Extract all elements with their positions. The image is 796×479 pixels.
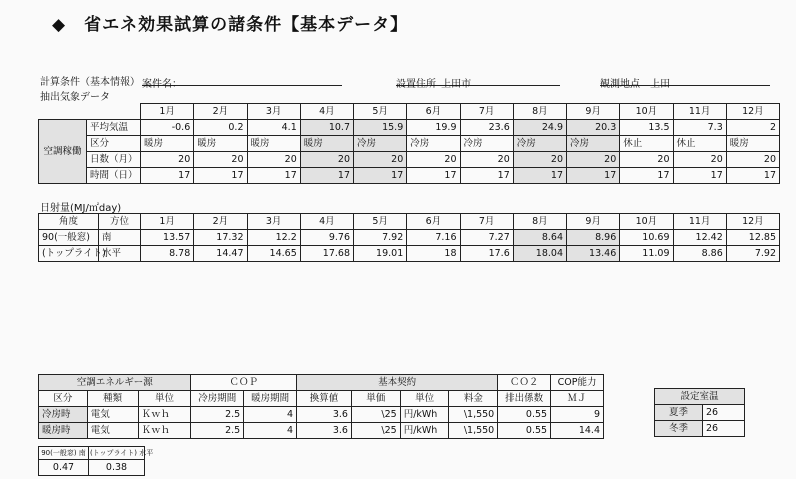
cell: 0.2 [194, 120, 247, 136]
month-header: 9月 [567, 104, 620, 120]
cooling-period-header: 冷房期間 [191, 391, 244, 407]
angle-header: 角度 [39, 214, 99, 230]
cell: 18 [407, 246, 460, 262]
row-label: 区分 [87, 136, 141, 152]
table-row [39, 136, 780, 152]
cell: 14.47 [194, 246, 247, 262]
row-label: 平均気温 [87, 120, 141, 136]
general-window-value: 0.47 [39, 460, 89, 476]
cell: 20 [673, 152, 726, 168]
cell: 10.7 [300, 120, 353, 136]
cell: 暖房 [194, 136, 247, 152]
month-header: 4月 [300, 104, 353, 120]
emission-header: 排出係数 [498, 391, 551, 407]
cell: 20 [460, 152, 513, 168]
cell: 休止 [673, 136, 726, 152]
cell: 2 [726, 120, 779, 136]
cell: 20.3 [567, 120, 620, 136]
cell: 4.1 [247, 120, 300, 136]
table-row [39, 168, 780, 184]
month-header: 8月 [513, 104, 566, 120]
cell: 15.9 [354, 120, 407, 136]
month-header: 5月 [354, 104, 407, 120]
cell: 12.85 [726, 230, 779, 246]
room-temp-table [654, 388, 745, 437]
cell: 暖房 [300, 136, 353, 152]
kind-header: 種類 [87, 391, 138, 407]
month-header: 1月 [141, 214, 194, 230]
cell: 暖房 [726, 136, 779, 152]
cell: 13.46 [567, 246, 620, 262]
cell: 23.6 [460, 120, 513, 136]
cell: 8.78 [141, 246, 194, 262]
cell: 20 [300, 152, 353, 168]
cell: 8.96 [567, 230, 620, 246]
month-header: 11月 [673, 104, 726, 120]
station-field: 観測地点 上田 [600, 72, 770, 86]
cell: 8.64 [513, 230, 566, 246]
table-row: 暖房時 電気 Ｋｗｈ 2.5 4 3.6 \25 円/kWh \1,550 0.55 14.4 [39, 423, 604, 439]
cell: 10.69 [620, 230, 673, 246]
case-name-field: 案件名： [142, 72, 342, 86]
month-header: 3月 [247, 104, 300, 120]
month-header: 10月 [620, 214, 673, 230]
cell: 20 [513, 152, 566, 168]
cell: 17 [247, 168, 300, 184]
cell: 17 [620, 168, 673, 184]
month-header: 3月 [247, 214, 300, 230]
row-label: 時間（日） [87, 168, 141, 184]
calc-conditions-label: 計算条件（基本情報） [40, 77, 140, 88]
cell: 13.57 [141, 230, 194, 246]
month-header: 2月 [194, 104, 247, 120]
angle-label: (トップライト) [39, 246, 99, 262]
table-row [39, 230, 780, 246]
cell: 7.92 [354, 230, 407, 246]
operation-group-label: 空調稼働 [39, 120, 87, 184]
direction-label: 水平 [99, 246, 141, 262]
angle-label: 90(一般窓) [39, 230, 99, 246]
mj-header: ＭＪ [551, 391, 604, 407]
cell: 17 [460, 168, 513, 184]
table-row: 冷房時 電気 Ｋｗｈ 2.5 4 3.6 \25 円/kWh \1,550 0.55 9 [39, 407, 604, 423]
cell: 冷房 [354, 136, 407, 152]
page-title: ◆ 省エネ効果試算の諸条件【基本データ】 [52, 15, 409, 35]
cell: 7.16 [407, 230, 460, 246]
month-header: 8月 [513, 214, 566, 230]
conversion-header: 換算値 [297, 391, 352, 407]
table-row: 冬季 26 [655, 421, 745, 437]
cell: 17 [141, 168, 194, 184]
fee-header: 料金 [449, 391, 498, 407]
direction-header: 方位 [99, 214, 141, 230]
cell: 20 [567, 152, 620, 168]
cell: 冷房 [460, 136, 513, 152]
cell: 20 [141, 152, 194, 168]
cell: -0.6 [141, 120, 194, 136]
row-label: 日数（月） [87, 152, 141, 168]
month-header: 7月 [460, 214, 513, 230]
cell: 11.09 [620, 246, 673, 262]
solar-section-label: 日射量(MJ/㎡day) [40, 203, 122, 214]
month-header: 9月 [567, 214, 620, 230]
cell: 20 [620, 152, 673, 168]
price-header: 単価 [351, 391, 400, 407]
cell: 暖房 [141, 136, 194, 152]
month-header: 1月 [141, 104, 194, 120]
cell: 13.5 [620, 120, 673, 136]
kubun-header: 区分 [39, 391, 88, 407]
cell: 暖房 [247, 136, 300, 152]
cop-capacity-header: COP能力 [551, 375, 604, 391]
cell: 17.32 [194, 230, 247, 246]
cell: 17.6 [460, 246, 513, 262]
address-field: 設置住所 上田市 [396, 72, 560, 86]
table-row [39, 152, 780, 168]
cell: 17 [513, 168, 566, 184]
contract-header: 基本契約 [297, 375, 498, 391]
cell: 18.04 [513, 246, 566, 262]
cell: 19.9 [407, 120, 460, 136]
month-header: 2月 [194, 214, 247, 230]
cell: 冷房 [513, 136, 566, 152]
cell: 12.2 [247, 230, 300, 246]
month-header: 4月 [300, 214, 353, 230]
cell: 14.65 [247, 246, 300, 262]
energy-table [38, 374, 604, 439]
month-header: 10月 [620, 104, 673, 120]
window-ratio-table [38, 446, 154, 476]
climate-table [38, 103, 780, 184]
cop-header: ＣＯＰ [191, 375, 297, 391]
diamond-icon: ◆ [52, 15, 67, 35]
cell: 12.42 [673, 230, 726, 246]
cell: 20 [407, 152, 460, 168]
table-row [39, 246, 780, 262]
cell: 7.92 [726, 246, 779, 262]
month-header: 6月 [407, 104, 460, 120]
cell: 20 [354, 152, 407, 168]
month-header: 5月 [354, 214, 407, 230]
cell: 8.86 [673, 246, 726, 262]
direction-label: 南 [99, 230, 141, 246]
cell: 冷房 [407, 136, 460, 152]
cell: 17 [354, 168, 407, 184]
cell: 17 [673, 168, 726, 184]
co2-header: ＣＯ２ [498, 375, 551, 391]
energy-source-header: 空調エネルギー源 [39, 375, 191, 391]
cell: 17 [194, 168, 247, 184]
solar-table [38, 213, 780, 262]
cell: 17 [726, 168, 779, 184]
climate-section-label: 抽出気象データ [40, 92, 110, 103]
cell: 9.76 [300, 230, 353, 246]
cell: 24.9 [513, 120, 566, 136]
cell: 7.27 [460, 230, 513, 246]
month-header: 12月 [726, 104, 779, 120]
cell: 20 [194, 152, 247, 168]
unit-header: 単位 [138, 391, 191, 407]
toplight-header: (トップライト) 水平 [89, 447, 145, 460]
cell: 7.3 [673, 120, 726, 136]
toplight-value: 0.38 [89, 460, 145, 476]
table-row: 夏季 26 [655, 405, 745, 421]
month-header: 12月 [726, 214, 779, 230]
cell: 17 [567, 168, 620, 184]
price-unit-header: 単位 [400, 391, 449, 407]
cell: 17 [300, 168, 353, 184]
cell: 冷房 [567, 136, 620, 152]
general-window-header: 90(一般窓) 南 [39, 447, 89, 460]
cell: 19.01 [354, 246, 407, 262]
month-header: 6月 [407, 214, 460, 230]
cell: 17 [407, 168, 460, 184]
table-row [39, 120, 780, 136]
heating-period-header: 暖房期間 [244, 391, 297, 407]
cell: 20 [726, 152, 779, 168]
cell: 20 [247, 152, 300, 168]
cell: 休止 [620, 136, 673, 152]
month-header: 11月 [673, 214, 726, 230]
cell: 17.68 [300, 246, 353, 262]
room-temp-header: 設定室温 [655, 389, 745, 405]
month-header: 7月 [460, 104, 513, 120]
